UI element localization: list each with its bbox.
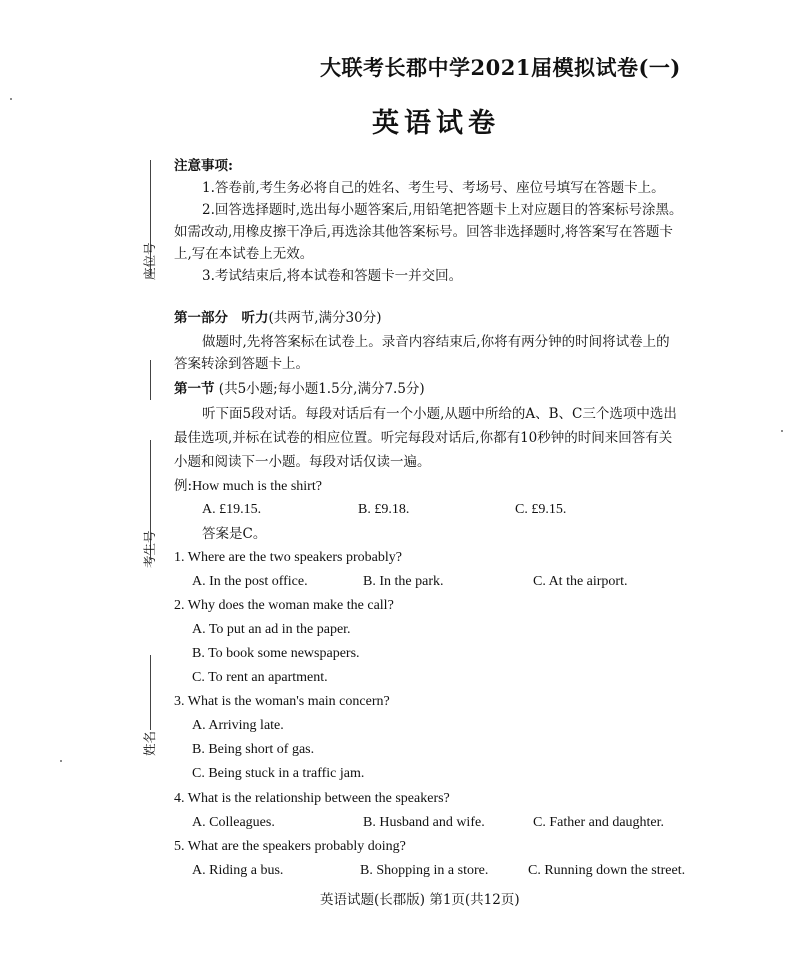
example-question: How much is the shirt? bbox=[192, 479, 322, 494]
example-option-b: B. £9.18. bbox=[358, 502, 410, 517]
question-4-stem: 4. What is the relationship between the speakers? bbox=[174, 791, 450, 806]
part1-intro-line-2: 答案转涂到答题卡上。 bbox=[174, 356, 309, 372]
question-1-option-b: B. In the park. bbox=[363, 574, 444, 589]
question-3-stem: 3. What is the woman's main concern? bbox=[174, 694, 390, 709]
part1-heading-row bbox=[174, 307, 382, 329]
example-label: 例: bbox=[174, 478, 193, 494]
example-answer: 答案是C。 bbox=[202, 526, 267, 542]
notice-item-2-line-1: 2.回答选择题时,选出每小题答案后,用铅笔把答题卡上对应题目的答案标号涂黑。 bbox=[202, 202, 683, 218]
section1-heading: 第一节 bbox=[174, 381, 215, 397]
section1-intro-line-1: 听下面5段对话。每段对话后有一个小题,从题中所给的A、B、C三个选项中选出 bbox=[202, 406, 677, 422]
example-option-c: C. £9.15. bbox=[515, 502, 567, 517]
part1-heading-note: (共两节,满分30分) bbox=[268, 310, 382, 326]
part1-intro-line-1: 做题时,先将答案标在试卷上。录音内容结束后,你将有两分钟的时间将试卷上的 bbox=[202, 334, 670, 350]
question-5-option-a: A. Riding a bus. bbox=[192, 863, 284, 878]
question-5-stem: 5. What are the speakers probably doing? bbox=[174, 839, 406, 854]
question-2-option-a: A. To put an ad in the paper. bbox=[192, 622, 351, 637]
question-2-option-c: C. To rent an apartment. bbox=[192, 670, 328, 685]
question-3-option-b: B. Being short of gas. bbox=[192, 742, 315, 757]
notice-heading: 注意事项: bbox=[174, 158, 233, 174]
name-label: 姓名 bbox=[142, 730, 157, 756]
example-option-a: A. £19.15. bbox=[202, 502, 262, 517]
question-5-option-c: C. Running down the street. bbox=[528, 863, 686, 878]
notice-item-1: 1.答卷前,考生务必将自己的姓名、考生号、考场号、座位号填写在答题卡上。 bbox=[202, 180, 665, 196]
question-2-stem: 2. Why does the woman make the call? bbox=[174, 598, 394, 613]
notice-item-2-line-2: 如需改动,用橡皮擦干净后,再选涂其他答案标号。回答非选择题时,将答案写在答题卡 bbox=[174, 224, 673, 240]
question-1-option-c: C. At the airport. bbox=[533, 574, 628, 589]
page-footer: 英语试题(长郡版) 第1页(共12页) bbox=[320, 892, 520, 908]
name-binding-line bbox=[150, 655, 151, 730]
exam-title: 大联考长郡中学2021届模拟试卷(一) bbox=[320, 55, 681, 80]
notice-item-3: 3.考试结束后,将本试卷和答题卡一并交回。 bbox=[202, 268, 463, 284]
question-1-stem: 1. Where are the two speakers probably? bbox=[174, 550, 402, 565]
scan-speck bbox=[10, 98, 12, 100]
question-1-option-a: A. In the post office. bbox=[192, 574, 308, 589]
subject-title: 英语试卷 bbox=[372, 108, 500, 139]
question-3-option-a: A. Arriving late. bbox=[192, 718, 284, 733]
scan-speck bbox=[60, 760, 62, 762]
exam-no-label: 考生号 bbox=[142, 530, 157, 568]
notice-item-2-line-3: 上,写在本试卷上无效。 bbox=[174, 246, 314, 262]
part1-heading: 第一部分 听力 bbox=[174, 310, 269, 326]
section1-heading-note: (共5小题;每小题1.5分,满分7.5分) bbox=[218, 381, 425, 397]
scan-speck bbox=[781, 430, 783, 432]
question-4-option-a: A. Colleagues. bbox=[192, 815, 275, 830]
section1-heading-row bbox=[174, 378, 425, 400]
question-5-option-b: B. Shopping in a store. bbox=[360, 863, 489, 878]
question-4-option-c: C. Father and daughter. bbox=[533, 815, 665, 830]
question-2-option-b: B. To book some newspapers. bbox=[192, 646, 360, 661]
section1-intro-line-3: 小题和阅读下一小题。每段对话仅读一遍。 bbox=[174, 454, 431, 470]
seat-label: 座位号 bbox=[142, 242, 157, 280]
question-3-option-c: C. Being stuck in a traffic jam. bbox=[192, 766, 365, 781]
divider-line-1 bbox=[150, 360, 151, 400]
question-4-option-b: B. Husband and wife. bbox=[363, 815, 485, 830]
example-row bbox=[174, 475, 322, 498]
section1-intro-line-2: 最佳选项,并标在试卷的相应位置。听完每段对话后,你都有10秒钟的时间来回答有关 bbox=[174, 430, 673, 446]
